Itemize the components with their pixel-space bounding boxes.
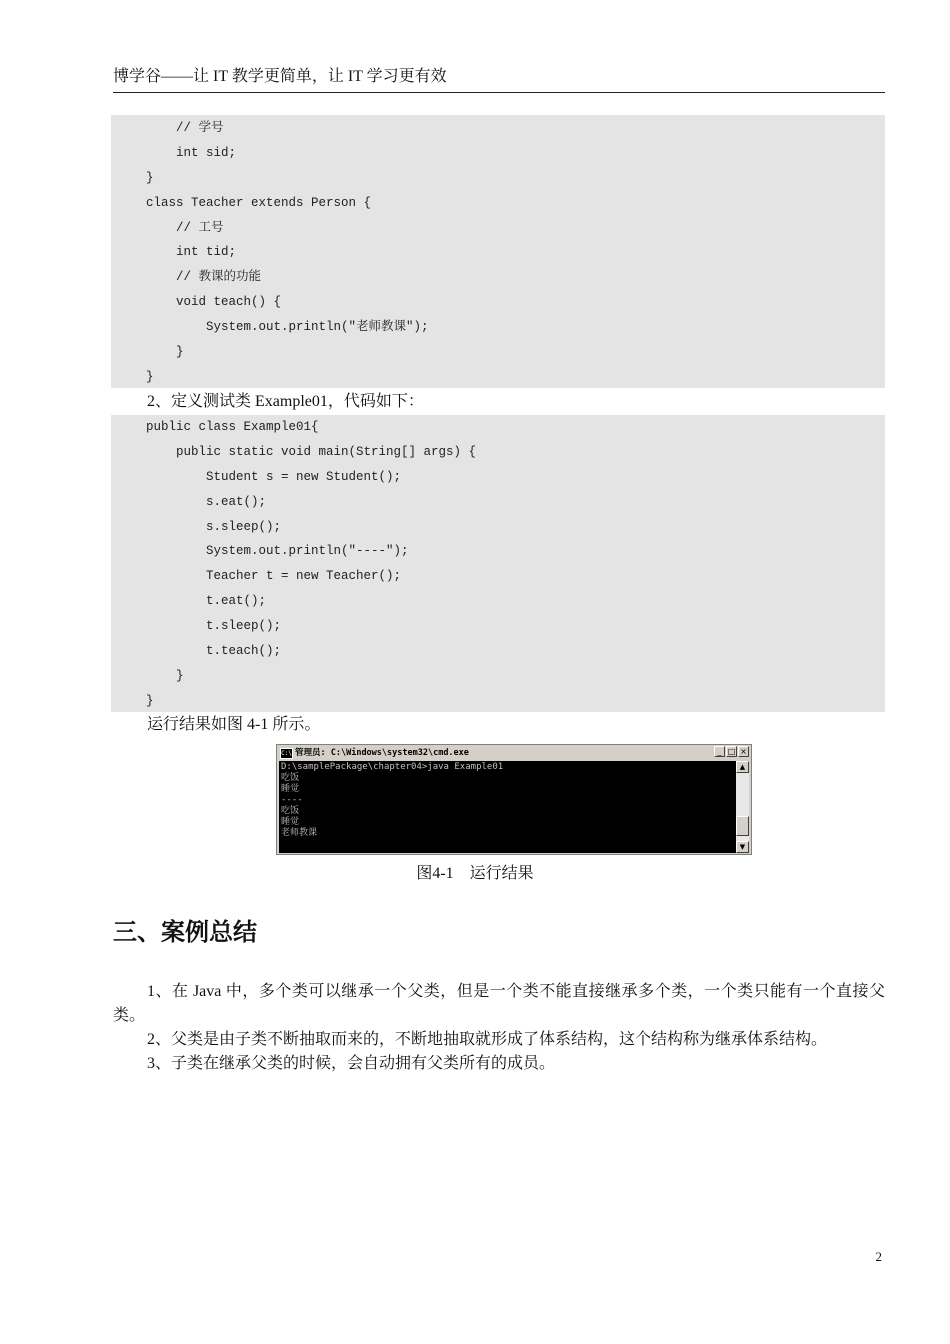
code-line: public class Example01{ bbox=[146, 420, 319, 434]
console-line: 吃饭 bbox=[281, 806, 300, 816]
code-line: Teacher t = new Teacher(); bbox=[146, 569, 402, 584]
code-line: t.teach(); bbox=[146, 644, 282, 659]
header-title: 博学谷——让 IT 教学更简单，让 IT 学习更有效 bbox=[113, 68, 447, 85]
figure-caption: 图4-1 运行结果 bbox=[416, 865, 534, 882]
scroll-thumb bbox=[736, 816, 749, 836]
code-line: // 工号 bbox=[146, 220, 224, 235]
console-line: 睡觉 bbox=[281, 784, 300, 794]
maximize-icon: □ bbox=[727, 747, 736, 756]
cmd-titlebar bbox=[278, 746, 750, 760]
scroll-down-icon: ▼ bbox=[736, 841, 749, 853]
code-line: Student s = new Student(); bbox=[146, 469, 402, 484]
code-line: } bbox=[146, 668, 184, 683]
section-heading: 三、案例总结 bbox=[113, 918, 257, 946]
code-line: } bbox=[146, 345, 184, 360]
console-line: ---- bbox=[281, 795, 303, 805]
code-line: } bbox=[146, 693, 154, 708]
code-line: } bbox=[146, 369, 154, 384]
console-line: D:\samplePackage\chapter04>java Example01 bbox=[281, 762, 504, 772]
step2-paragraph: 2、定义测试类 Example01，代码如下： bbox=[147, 393, 424, 410]
console-line: 老师教课 bbox=[281, 828, 318, 838]
summary-paragraph-1: 1、在 Java 中，多个类可以继承一个父类，但是一个类不能直接继承多个类，一个类只能有一个直接父类。 bbox=[113, 983, 885, 1024]
console-line: 睡觉 bbox=[281, 817, 300, 827]
code-block-example01 bbox=[111, 415, 885, 712]
page-number: 2 bbox=[875, 1249, 882, 1264]
window-buttons bbox=[714, 746, 749, 757]
code-block-teacher-class bbox=[111, 115, 885, 388]
summary-paragraph-2: 2、父类是由子类不断抽取而来的，不断地抽取就形成了体系结构，这个结构称为继承体系结构。 bbox=[147, 1031, 828, 1048]
code-line: // 学号 bbox=[146, 121, 224, 135]
minimize-icon: _ bbox=[714, 746, 725, 757]
code-line: int tid; bbox=[146, 245, 237, 260]
result-paragraph: 运行结果如图 4-1 所示。 bbox=[147, 716, 321, 733]
code-line: s.sleep(); bbox=[146, 519, 282, 534]
code-line: } bbox=[146, 170, 154, 185]
code-line: t.sleep(); bbox=[146, 619, 282, 634]
code-line: // 教课的功能 bbox=[146, 270, 262, 285]
close-icon: × bbox=[738, 746, 749, 757]
cmd-icon: C:\ bbox=[281, 749, 292, 757]
cmd-output bbox=[279, 761, 737, 853]
code-line: System.out.println("老师教课"); bbox=[146, 320, 429, 335]
code-line: int sid; bbox=[146, 145, 237, 160]
scroll-up-icon: ▲ bbox=[736, 761, 749, 773]
code-line: s.eat(); bbox=[146, 494, 267, 509]
code-line: t.eat(); bbox=[146, 594, 267, 609]
code-line: System.out.println("----"); bbox=[146, 544, 409, 559]
code-line: public static void main(String[] args) { bbox=[146, 444, 477, 459]
console-line: 吃饭 bbox=[281, 773, 300, 783]
code-line: class Teacher extends Person { bbox=[146, 195, 372, 210]
cmd-scrollbar bbox=[736, 761, 749, 853]
page-header bbox=[113, 66, 885, 93]
code-line: void teach() { bbox=[146, 295, 282, 310]
cmd-title: 管理员: C:\Windows\system32\cmd.exe bbox=[295, 748, 469, 758]
summary-paragraph-3: 3、子类在继承父类的时候，会自动拥有父类所有的成员。 bbox=[147, 1055, 556, 1072]
cmd-window-screenshot bbox=[276, 744, 752, 855]
